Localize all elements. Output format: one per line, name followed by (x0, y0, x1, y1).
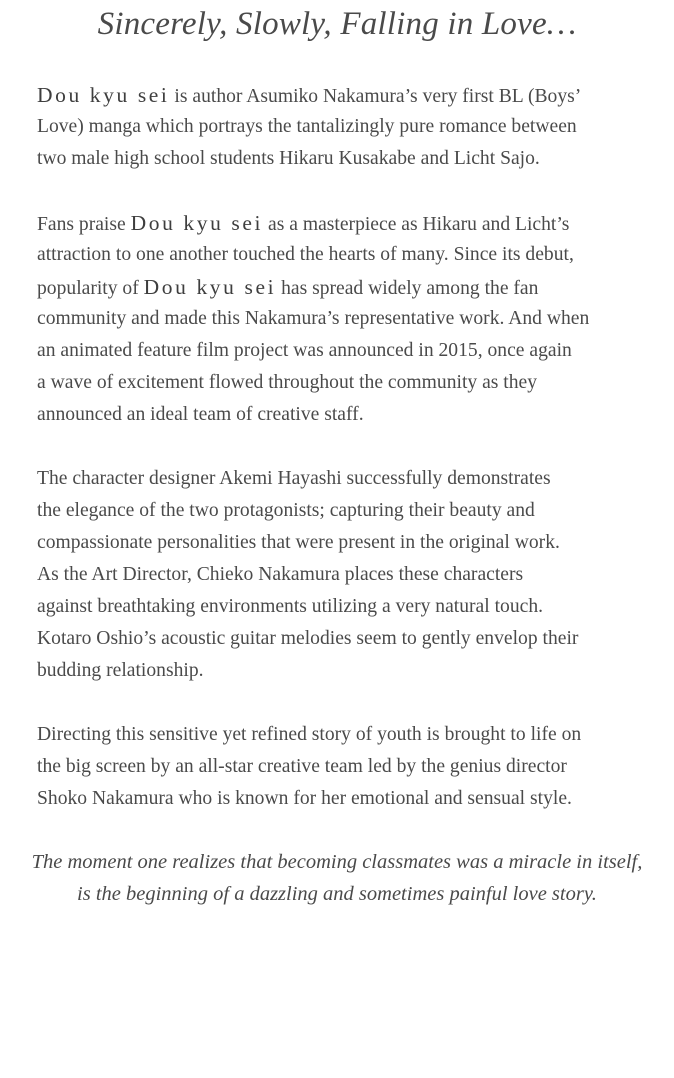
closing-line-1: The moment one realizes that becoming classmates was a miracle in itself, (31, 851, 643, 873)
intro-line-1-text: is author Asumiko Nakamura’s very first BL (Boys’ (169, 86, 582, 107)
director-line-3: Shoko Nakamura who is known for her emotional and sensual style. (37, 788, 572, 809)
closing-quote (0, 846, 674, 910)
work-title: Dou kyu sei (130, 211, 264, 235)
reception-paragraph (37, 207, 657, 431)
staff-line-3: compassionate personalities that were present in the original work. (37, 532, 560, 553)
page-title: Sincerely, Slowly, Falling in Love… (97, 6, 577, 42)
intro-line-3: two male high school students Hikaru Kusakabe and Licht Sajo. (37, 148, 540, 169)
work-title: Dou kyu sei (143, 275, 277, 299)
staff-line-2: the elegance of the two protagonists; capturing their beauty and (37, 500, 535, 521)
intro-paragraph (37, 79, 657, 175)
reception-line-2: attraction to one another touched the hearts of many. Since its debut, (37, 244, 574, 265)
reception-line-5: an animated feature film project was announced in 2015, once again (37, 340, 572, 361)
reception-line-6: a wave of excitement flowed throughout the community as they (37, 372, 538, 393)
intro-line-2: Love) manga which portrays the tantalizingly pure romance between (37, 116, 577, 137)
closing-line-2: is the beginning of a dazzling and sometimes painful love story. (77, 883, 597, 905)
reception-line-7: announced an ideal team of creative staff. (37, 404, 364, 425)
director-line-2: the big screen by an all-star creative team led by the genius director (37, 756, 567, 777)
reception-line-4: community and made this Nakamura’s representative work. And when (37, 308, 590, 329)
staff-line-5: against breathtaking environments utilizing a very natural touch. (37, 596, 544, 617)
reception-line-3-post: has spread widely among the fan (276, 278, 539, 299)
work-title: Dou kyu sei (37, 83, 170, 107)
reception-line-3-pre: popularity of (37, 278, 144, 299)
director-paragraph (37, 719, 657, 815)
intro-line-1 (37, 79, 657, 111)
director-line-1: Directing this sensitive yet refined story of youth is brought to life on (37, 724, 582, 745)
reception-line-1-pre: Fans praise (37, 214, 131, 235)
staff-line-7: budding relationship. (37, 660, 204, 681)
staff-line-1: The character designer Akemi Hayashi successfully demonstrates (37, 468, 551, 489)
staff-paragraph (37, 463, 657, 687)
staff-line-4: As the Art Director, Chieko Nakamura places these characters (37, 564, 524, 585)
reception-line-3 (37, 271, 657, 303)
staff-line-6: Kotaro Oshio’s acoustic guitar melodies seem to gently envelop their (37, 628, 579, 649)
reception-line-1-post: as a masterpiece as Hikaru and Licht’s (263, 214, 570, 235)
reception-line-1 (37, 207, 657, 239)
